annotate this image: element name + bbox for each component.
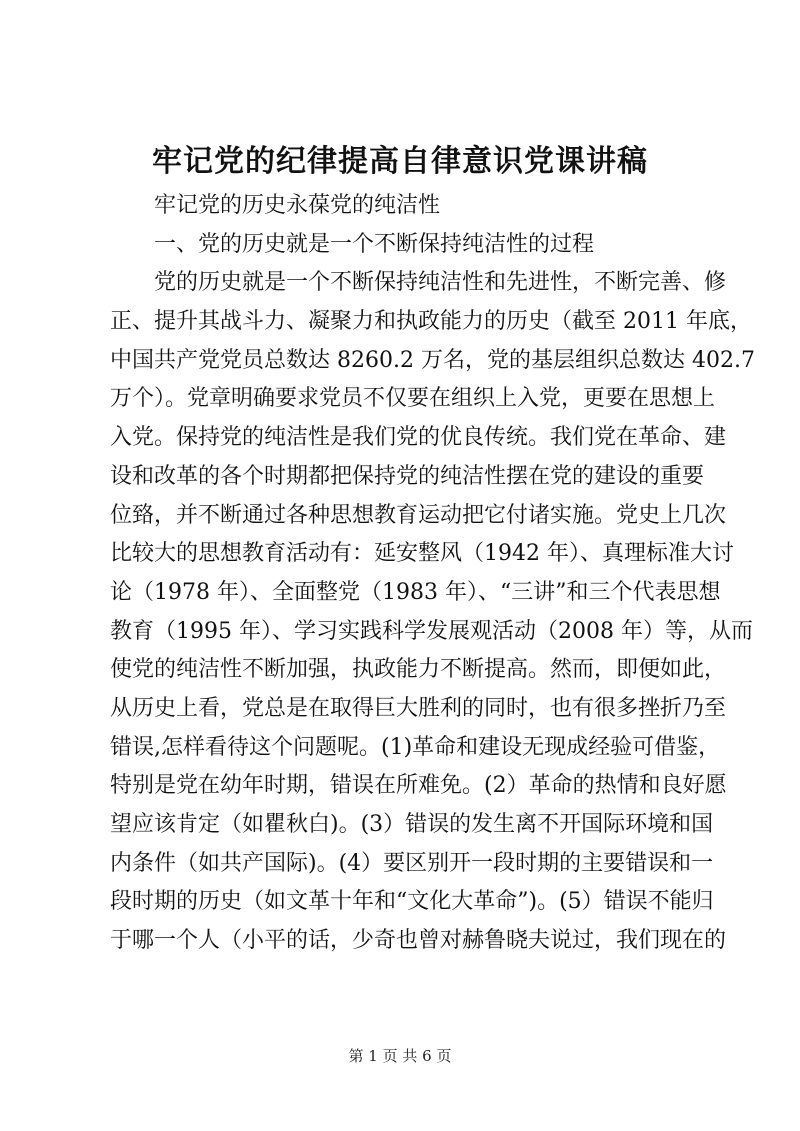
paragraph-line: 从历史上看，党总是在取得巨大胜利的同时，也有很多挫折乃至 [110,695,727,721]
page-number-footer: 第 1 页 共 6 页 [348,1047,452,1065]
paragraph-line: 党的历史就是一个不断保持纯洁性和先进性，不断完善、修 [154,270,727,296]
paragraph-line: 设和改革的各个时期都把保持党的纯洁性摆在党的建设的重要 [110,463,705,489]
paragraph-line: 正、提升其战斗力、凝聚力和执政能力的历史（截至 2011 年底， [110,309,752,335]
paragraph-line: 位臵，并不断通过各种思想教育运动把它付诸实施。党史上几次 [110,502,727,528]
paragraph-line: 望应该肯定（如瞿秋白)。(3）错误的发生离不开国际环境和国 [110,812,714,837]
paragraph-line: 特别是党在幼年时期，错误在所难免。(2）革命的热情和良好愿 [110,773,727,799]
section-heading: 一、党的历史就是一个不断保持纯洁性的过程 [154,231,595,257]
paragraph-line: 入党。保持党的纯洁性是我们党的优良传统。我们党在革命、建 [110,425,727,451]
document-title: 牢记党的纪律提高自律意识党课讲稿 [152,144,648,179]
paragraph-line: 使党的纯洁性不断加强，执政能力不断提高。然而，即便如此， [110,657,727,683]
paragraph-line: 中国共产党党员总数达 8260.2 万名，党的基层组织总数达 402.7 [110,347,755,373]
paragraph-line: 内条件（如共产国际)。(4）要区别开一段时期的主要错误和一 [110,850,714,876]
paragraph-line: 教育（1995 年）、学习实践科学发展观活动（2008 年）等，从而 [110,618,753,644]
paragraph-line: 于哪一个人（小平的话，少奇也曾对赫鲁晓夫说过，我们现在的 [110,928,727,954]
paragraph-line: 段时期的历史（如文革十年和“文化大革命”)。(5）错误不能归 [110,889,714,915]
paragraph-line: 论（1978 年）、全面整党（1983 年）、“三讲”和三个代表思想 [110,579,721,605]
paragraph-line: 万个）。党章明确要求党员不仅要在组织上入党，更要在思想上 [110,386,716,412]
document-body [110,187,755,961]
paragraph-line: 错误,怎样看待这个问题呢。(1)革命和建设无现成经验可借鉴， [110,734,721,760]
paragraph-line: 比较大的思想教育活动有：延安整风（1942 年）、真理标准大讨 [110,541,734,567]
subtitle: 牢记党的历史永葆党的纯洁性 [154,193,441,218]
